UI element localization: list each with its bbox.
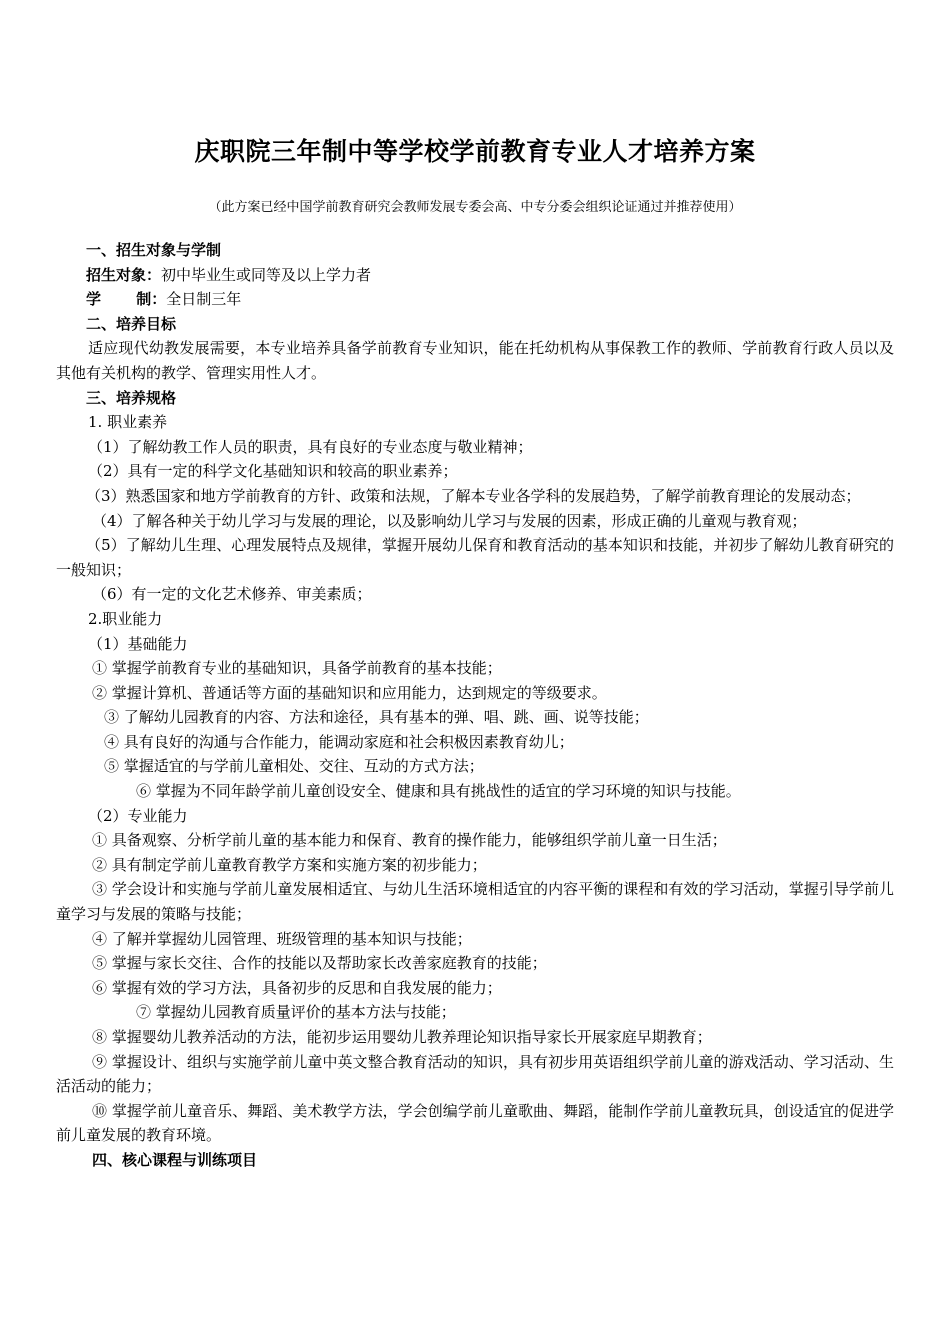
professional-ability-item-6: ⑥ 掌握有效的学习方法，具备初步的反思和自我发展的能力；: [92, 978, 502, 997]
enrollment-target: [56, 263, 894, 288]
professional-ability-item-10: ⑩ 掌握学前儿童音乐、舞蹈、美术教学方法，学会创编学前儿童歌曲、舞蹈，能制作学前儿童教玩具，创设适宜的促进学前儿童发展的教育环境。: [56, 1101, 894, 1145]
section-heading-goals: 二、培养目标: [86, 314, 177, 333]
goals-paragraph: 适应现代幼教发展需要，本专业培养具备学前教育专业知识，能在托幼机构从事保教工作的教师、学前教育行政人员以及其他有关机构的教学、管理实用性人才。: [56, 339, 894, 382]
professional-ability-item-1: ① 具备观察、分析学前儿童的基本能力和保育、教育的操作能力，能够组织学前儿童一日生活；: [92, 831, 727, 850]
basic-ability-heading: （1）基础能力: [88, 634, 188, 653]
basic-ability-item-5: ⑤ 掌握适宜的与学前儿童相处、交往、互动的方式方法；: [104, 757, 484, 776]
basic-ability-item-3: ③ 了解幼儿园教育的内容、方法和途径，具有基本的弹、唱、跳、画、说等技能；: [104, 708, 649, 727]
school-system: [56, 287, 894, 312]
literacy-item-3: （3）熟悉国家和地方学前教育的方针、政策和法规，了解本专业各学科的发展趋势，了解学前教育理论的发展动态；: [86, 486, 861, 505]
section-heading-enrollment: 一、招生对象与学制: [86, 241, 222, 259]
literacy-item-1: （1）了解幼教工作人员的职责，具有良好的专业态度与敬业精神；: [88, 437, 533, 456]
basic-ability-item-1: ① 掌握学前教育专业的基础知识，具备学前教育的基本技能；: [92, 659, 502, 678]
school-system-value: 全日制三年: [166, 290, 242, 309]
subsection-heading-literacy: 1. 职业素养: [88, 413, 168, 432]
professional-ability-item-9: ⑨ 掌握设计、组织与实施学前儿童中英文整合教育活动的知识，具有初步用英语组织学前儿童的游戏活动、学习活动、生活活动的能力；: [56, 1052, 894, 1096]
professional-ability-item-3: ③ 学会设计和实施与学前儿童发展相适宜、与幼儿生活环境相适宜的内容平衡的课程和有效的学习活动，掌握引导学前儿童学习与发展的策略与技能；: [56, 880, 894, 924]
school-system-label: 学 制：: [86, 290, 167, 309]
professional-ability-item-7: ⑦ 掌握幼儿园教育质量评价的基本方法与技能；: [136, 1003, 456, 1022]
basic-ability-item-4: ④ 具有良好的沟通与合作能力，能调动家庭和社会积极因素教育幼儿；: [104, 732, 574, 751]
basic-ability-item-2: ② 掌握计算机、普通话等方面的基础知识和应用能力，达到规定的等级要求。: [92, 683, 607, 702]
enrollment-target-label: 招生对象：: [86, 265, 162, 284]
document-body: [56, 238, 894, 1173]
subsection-heading-ability: 2.职业能力: [88, 609, 163, 628]
professional-ability-item-2: ② 具有制定学前儿童教育教学方案和实施方案的初步能力；: [92, 855, 487, 874]
enrollment-target-value: 初中毕业生或同等及以上学力者: [161, 265, 372, 284]
literacy-item-4: （4）了解各种关于幼儿学习与发展的理论，以及影响幼儿学习与发展的因素，形成正确的儿童观与教育观；: [92, 511, 807, 530]
basic-ability-item-6: ⑥ 掌握为不同年龄学前儿童创设安全、健康和具有挑战性的适宜的学习环境的知识与技能。: [136, 782, 741, 801]
literacy-item-2: （2）具有一定的科学文化基础知识和较高的职业素养；: [88, 462, 458, 481]
professional-ability-item-5: ⑤ 掌握与家长交往、合作的技能以及帮助家长改善家庭教育的技能；: [92, 954, 547, 973]
professional-ability-heading: （2）专业能力: [88, 806, 188, 825]
section-heading-specs: 三、培养规格: [86, 388, 177, 407]
page-title: 庆职院三年制中等学校学前教育专业人才培养方案: [194, 137, 756, 166]
professional-ability-item-8: ⑧ 掌握婴幼儿教养活动的方法，能初步运用婴幼儿教养理论知识指导家长开展家庭早期教育；: [92, 1028, 712, 1046]
literacy-item-6: （6）有一定的文化艺术修养、审美素质；: [92, 585, 372, 604]
literacy-item-5: （5）了解幼儿生理、心理发展特点及规律，掌握开展幼儿保育和教育活动的基本知识和技能，并初步了解幼儿教育研究的一般知识；: [56, 536, 894, 579]
page-subtitle: （此方案已经中国学前教育研究会教师发展专委会高、中专分委会组织论证通过并推荐使用）: [208, 200, 742, 215]
section-heading-core-courses: 四、核心课程与训练项目: [92, 1150, 258, 1169]
professional-ability-item-4: ④ 了解并掌握幼儿园管理、班级管理的基本知识与技能；: [92, 929, 472, 948]
